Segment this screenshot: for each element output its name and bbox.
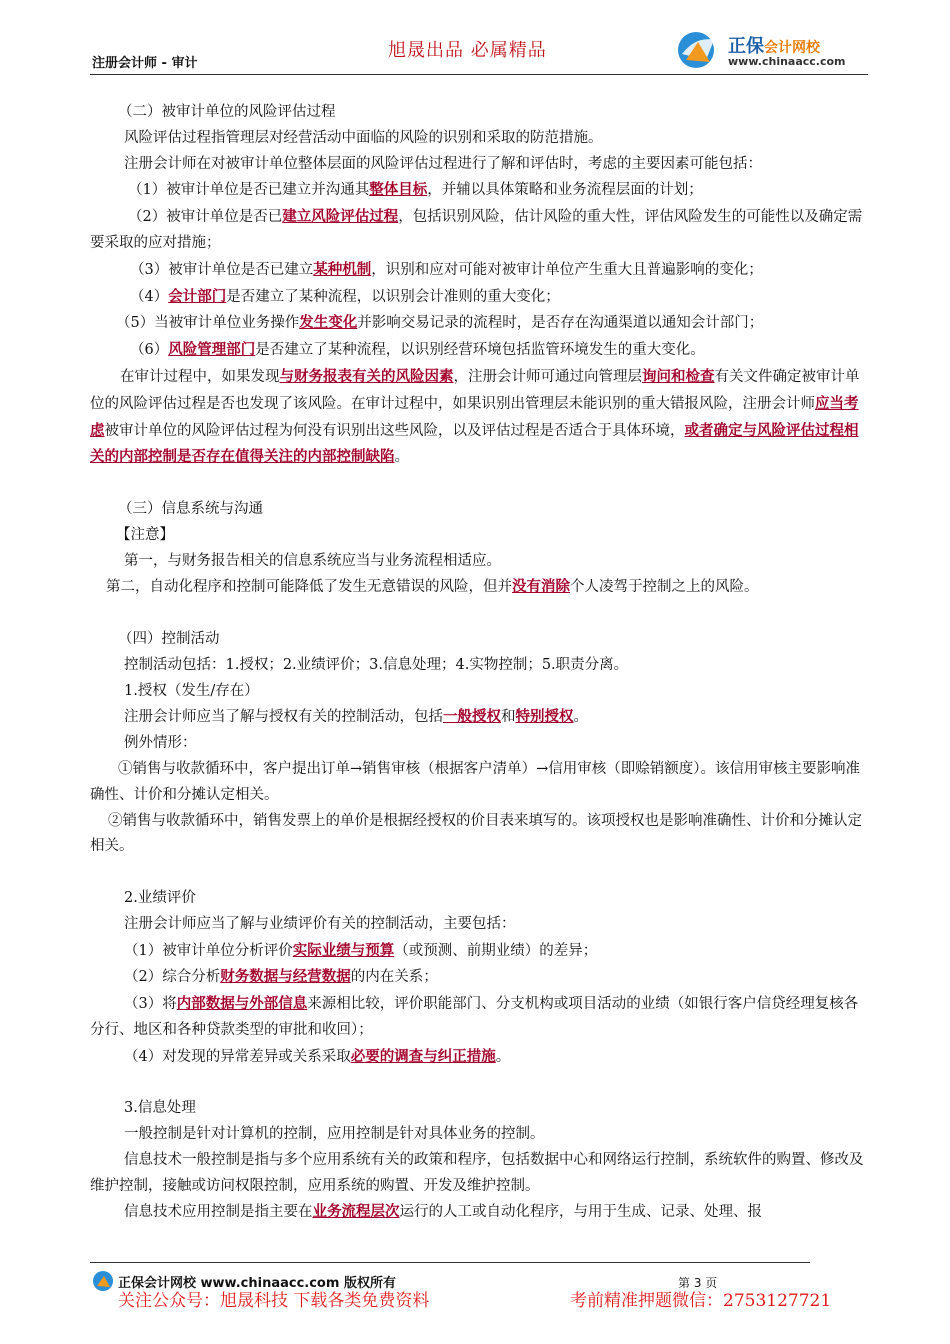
section-heading: （四）控制活动 [118,630,220,647]
section-heading: （三）信息系统与沟通 [118,500,263,517]
paragraph: 控制活动包括：1.授权；2.业绩评价；3.信息处理；4.实物控制；5.职责分离。 [124,656,629,673]
paragraph: 信息技术一般控制是指与多个应用系统有关的政策和程序，包括数据中心和网络运行控制，系统软件的购置、修改及维护控制，接触或访问权限控制，应用系统的购置、开发及维护控制。 [90,1151,864,1194]
paragraph: ②销售与收款循环中，销售发票上的单价是根据经授权的价目表来填写的。该项授权也是影响准确性、计价和分摊认定相关。 [90,812,862,855]
list-item: （5）当被审计单位业务操作发生变化并影响交易记录的流程时，是否存在沟通渠道以通知会计部门； [116,314,764,332]
page-footer [0,1250,950,1344]
list-item: （1）被审计单位是否已建立并沟通其整体目标，并辅以具体策略和业务流程层面的计划； [128,181,703,199]
subheading: 2.业绩评价 [124,889,196,906]
list-item: （3）将内部数据与外部信息来源相比较，评价职能部门、分支机构或项目活动的业绩（如银行客户信贷经理复核各分行、地区和各种贷款类型的审批和收回）； [90,995,859,1038]
promo-text-right: 考前精准押题微信：2753127721 [570,1291,832,1311]
list-item: （2）被审计单位是否已建立风险评估过程，包括识别风险，估计风险的重大性，评估风险发生的可能性以及确定需要采取的应对措施； [90,208,863,251]
paragraph: 注册会计师应当了解与授权有关的控制活动，包括一般授权和特别授权。 [124,708,588,726]
paragraph: 第一，与财务报告相关的信息系统应当与业务流程相适应。 [124,552,501,569]
footer-divider [90,1262,810,1263]
note-label: 【注意】 [116,526,174,543]
paragraph: 信息技术应用控制是指主要在业务流程层次运行的人工或自动化程序，与用于生成、记录、处理、报 [124,1203,762,1221]
page-header [0,0,950,80]
paragraph: 一般控制是针对计算机的控制，应用控制是针对具体业务的控制。 [124,1126,545,1143]
paragraph: 注册会计师应当了解与业绩评价有关的控制活动，主要包括： [124,915,516,932]
footer-logo-icon [92,1270,114,1292]
promo-text-left: 关注公众号：旭晟科技 下载各类免费资料 [118,1291,430,1311]
paragraph: 注册会计师在对被审计单位整体层面的风险评估过程进行了解和评估时，考虑的主要因素可能包括： [124,155,762,172]
list-item: （2）综合分析财务数据与经营数据的内在关系； [124,968,438,986]
paragraph: 例外情形： [124,735,197,752]
header-divider [90,74,868,75]
paragraph: ①销售与收款循环中，客户提出订单→销售审核（根据客户清单）→信用审核（即赊销额度）。该信用审核主要影响准确性、计价和分摊认定相关。 [90,760,861,803]
document-body [90,100,870,1226]
paragraph: 风险评估过程指管理层对经营活动中面临的风险的识别和采取的防范措施。 [124,129,603,146]
chinaacc-logo [676,28,876,74]
list-item: （6）风险管理部门是否建立了某种流程，以识别经营环境包括监管环境发生的重大变化。 [130,341,705,359]
header-slogan: 旭晟出品 必属精品 [388,40,547,61]
subheading: 1.授权（发生/存在） [124,682,259,699]
header-subject: 注册会计师 - 审计 [92,56,198,71]
paragraph: 第二，自动化程序和控制可能降低了发生无意错误的风险，但并没有消除个人凌驾于控制之上的风险。 [106,578,759,596]
logo-name: 正保会计网校 [728,36,820,57]
paragraph: 在审计过程中，如果发现与财务报表有关的风险因素，注册会计师可通过向管理层询问和检查有关文件确定被审计单位的风险评估过程是否也发现了该风险。在审计过程中，如果识别出管理层未能识别的重大错报风险，注册会计师应当考虑被审计单位的风险评估过程为何没有识别出这些风险，以及评估过程是否适合于具体环境，或者确定与风险评估过程相关的内部控制是否存在值得关注的内部控制缺陷。 [90,367,860,466]
logo-globe-icon [676,30,720,70]
page-number: 第 3 页 [678,1276,718,1290]
subheading: 3.信息处理 [124,1100,196,1117]
list-item: （4）对发现的异常差异或关系采取必要的调查与纠正措施。 [124,1047,511,1065]
footer-brand: 正保会计网校 www.chinaacc.com 版权所有 [118,1276,396,1291]
logo-url: www.chinaacc.com [728,55,846,68]
list-item: （1）被审计单位分析评价实际业绩与预算（或预测、前期业绩）的差异； [124,941,598,959]
list-item: （4）会计部门是否建立了某种流程，以识别会计准则的重大变化； [130,287,560,305]
list-item: （3）被审计单位是否已建立某种机制，识别和应对可能对被审计单位产生重大且普遍影响的变化； [130,260,763,278]
section-heading: （二）被审计单位的风险评估过程 [118,104,336,120]
